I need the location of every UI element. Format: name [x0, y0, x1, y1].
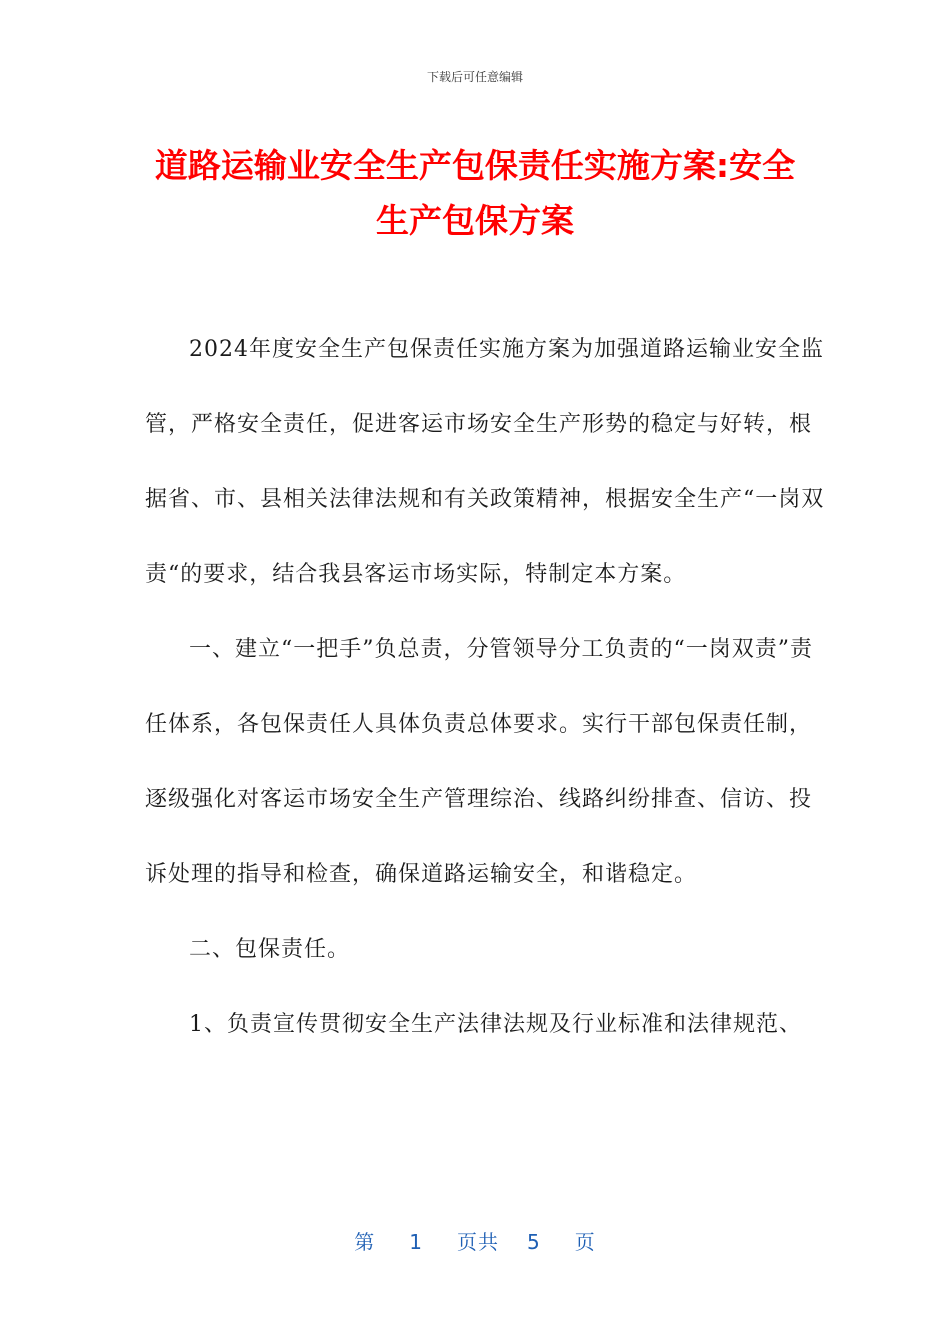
footer-mid: 页共 [457, 1230, 499, 1254]
paragraph-intro: 2024年度安全生产包保责任实施方案为加强道路运输业安全监管，严格安全责任，促进客运市场安全生产形势的稳定与好转，根据省、市、县相关法律法规和有关政策精神，根据安全生产“一岗双责“的要求，结合我县客运市场实际，特制定本方案。 [145, 337, 825, 587]
paragraph-item-1: 1、负责宣传贯彻安全生产法律法规及行业标准和法律规范、 [189, 1012, 802, 1037]
page-footer [0, 1226, 950, 1255]
paragraph-section-1: 一、建立“一把手”负总责，分管领导分工负责的“一岗双责”责任体系，各包保责任人具体负责总体要求。实行干部包保责任制，逐级强化对客运市场安全生产管理综治、线路纠纷排查、信访、投诉处理的指导和检查，确保道路运输安全，和谐稳定。 [145, 637, 813, 887]
paragraph-section-2-heading: 二、包保责任。 [189, 937, 351, 962]
footer-total-pages: 5 [527, 1230, 541, 1254]
footer-prefix: 第 [354, 1230, 376, 1254]
footer-current-page: 1 [409, 1230, 423, 1254]
header-note: 下载后可任意编辑 [426, 70, 523, 84]
document-title: 道路运输业安全生产包保责任实施方案:安全生产包保方案 [154, 146, 796, 240]
document-body [145, 312, 825, 1062]
footer-suffix: 页 [574, 1230, 596, 1254]
